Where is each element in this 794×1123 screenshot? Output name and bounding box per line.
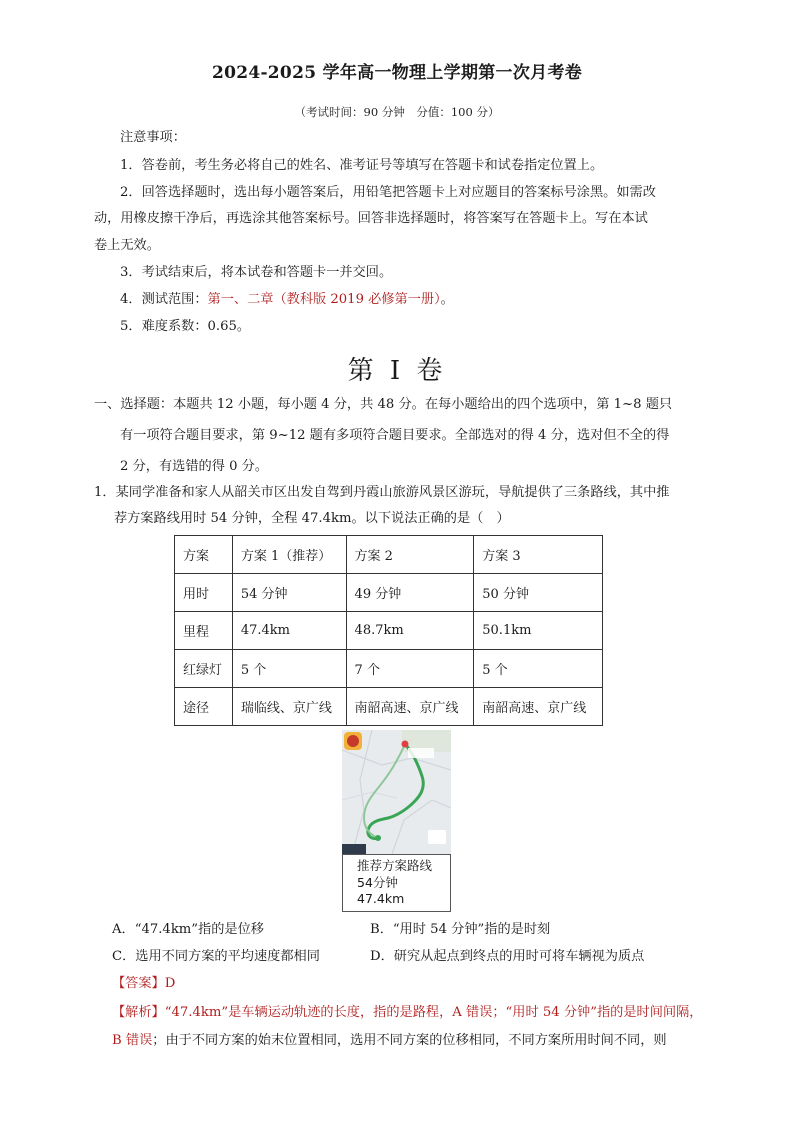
table-cell: 5 个 <box>232 650 346 688</box>
table-cell: 49 分钟 <box>346 574 474 612</box>
exam-title: 2024-2025 学年高一物理上学期第一次月考卷 <box>211 63 583 83</box>
option-c: C．选用不同方案的平均速度都相同 <box>112 949 320 964</box>
part1-instructions-line-2: 有一项符合题目要求，第 9~12 题有多项符合题目要求。全部选对的得 4 分，选对但不全的得 <box>120 428 670 443</box>
table-cell: 途径 <box>175 688 233 726</box>
table-cell: 54 分钟 <box>232 574 346 612</box>
option-a: A．“47.4km”指的是位移 <box>112 922 264 937</box>
route-summary-label <box>342 854 451 912</box>
table-cell: 方案 3 <box>474 536 603 574</box>
table-cell: 南韶高速、京广线 <box>346 688 474 726</box>
question-1-stem-line-2: 荐方案路线用时 54 分钟，全程 47.4km。以下说法正确的是（ ） <box>114 511 510 526</box>
table-cell: 方案 1（推荐） <box>232 536 346 574</box>
section-title: 第 I 卷 <box>347 356 447 386</box>
table-cell: 7 个 <box>346 650 474 688</box>
table-cell: 南韶高速、京广线 <box>474 688 603 726</box>
table-row <box>175 612 603 650</box>
notice-item-4-suffix: 。 <box>440 292 454 307</box>
table-row <box>175 688 603 726</box>
exam-subtitle: （考试时间：90 分钟 分值：100 分） <box>294 105 500 119</box>
analysis-text-1: “47.4km”是车辆运动轨迹的长度，指的是路程，A 错误；“用时 54 分钟”指的是时间间隔， <box>164 1005 703 1020</box>
notice-item-4 <box>120 290 454 310</box>
answer <box>112 974 175 994</box>
notice-item-2-line-1: 2．回答选择题时，选出每小题答案后，用铅笔把答题卡上对应题目的答案标号涂黑。如需改 <box>120 185 656 200</box>
notice-item-4-prefix: 4．测试范围： <box>120 292 208 307</box>
answer-label: 【答案】 <box>112 976 165 991</box>
table-cell: 方案 2 <box>346 536 474 574</box>
notice-item-3: 3．考试结束后，将本试卷和答题卡一并交回。 <box>120 265 393 280</box>
table-cell: 50.1km <box>474 612 603 650</box>
part1-instructions-line-3: 2 分，有选错的得 0 分。 <box>120 459 269 474</box>
table-row <box>175 650 603 688</box>
notice-item-2-line-3: 卷上无效。 <box>94 238 160 253</box>
table-cell: 方案 <box>175 536 233 574</box>
analysis-text-2: ；由于不同方案的始末位置相同，选用不同方案的位移相同，不同方案所用时间不同，则 <box>152 1033 667 1048</box>
route-map-illustration <box>342 730 451 854</box>
table-cell: 48.7km <box>346 612 474 650</box>
analysis-b-wrong: B 错误 <box>112 1033 153 1048</box>
table-cell: 50 分钟 <box>474 574 603 612</box>
question-1-stem-line-1: 1．某同学准备和家人从韶关市区出发自驾到丹霞山旅游风景区游玩，导航提供了三条路线，其中推 <box>94 485 670 500</box>
route-summary-title: 推荐方案路线 <box>357 858 433 873</box>
answer-value: D <box>164 976 176 991</box>
table-cell: 红绿灯 <box>175 650 233 688</box>
notice-item-2-line-2: 动，用橡皮擦干净后，再选涂其他答案标号。回答非选择题时，将答案写在答题卡上。写在本试 <box>94 211 648 226</box>
notice-item-5: 5．难度系数：0.65。 <box>120 319 251 334</box>
part1-instructions-line-1: 一、选择题：本题共 12 小题，每小题 4 分，共 48 分。在每小题给出的四个选项中，第 1~8 题只 <box>94 397 673 412</box>
notice-heading: 注意事项： <box>120 130 186 145</box>
table-cell: 用时 <box>175 574 233 612</box>
table-row <box>175 574 603 612</box>
analysis-line-1 <box>112 1003 702 1023</box>
table-row <box>175 536 603 574</box>
table-cell: 47.4km <box>232 612 346 650</box>
table-cell: 瑞临线、京广线 <box>232 688 346 726</box>
notice-item-1: 1．答卷前，考生务必将自己的姓名、准考证号等填写在答题卡和试卷指定位置上。 <box>120 158 604 173</box>
option-b: B．“用时 54 分钟”指的是时刻 <box>370 922 551 937</box>
option-d: D．研究从起点到终点的用时可将车辆视为质点 <box>370 949 645 964</box>
route-comparison-table <box>174 535 603 726</box>
table-cell: 5 个 <box>474 650 603 688</box>
analysis-line-2 <box>112 1031 667 1051</box>
table-cell: 里程 <box>175 612 233 650</box>
route-summary-duration: 54分钟 <box>357 875 398 890</box>
analysis-label: 【解析】 <box>112 1005 165 1020</box>
route-map-image <box>342 730 451 854</box>
test-range: 第一、二章（教科版 2019 必修第一册） <box>207 292 441 307</box>
route-summary-distance: 47.4km <box>357 891 405 906</box>
